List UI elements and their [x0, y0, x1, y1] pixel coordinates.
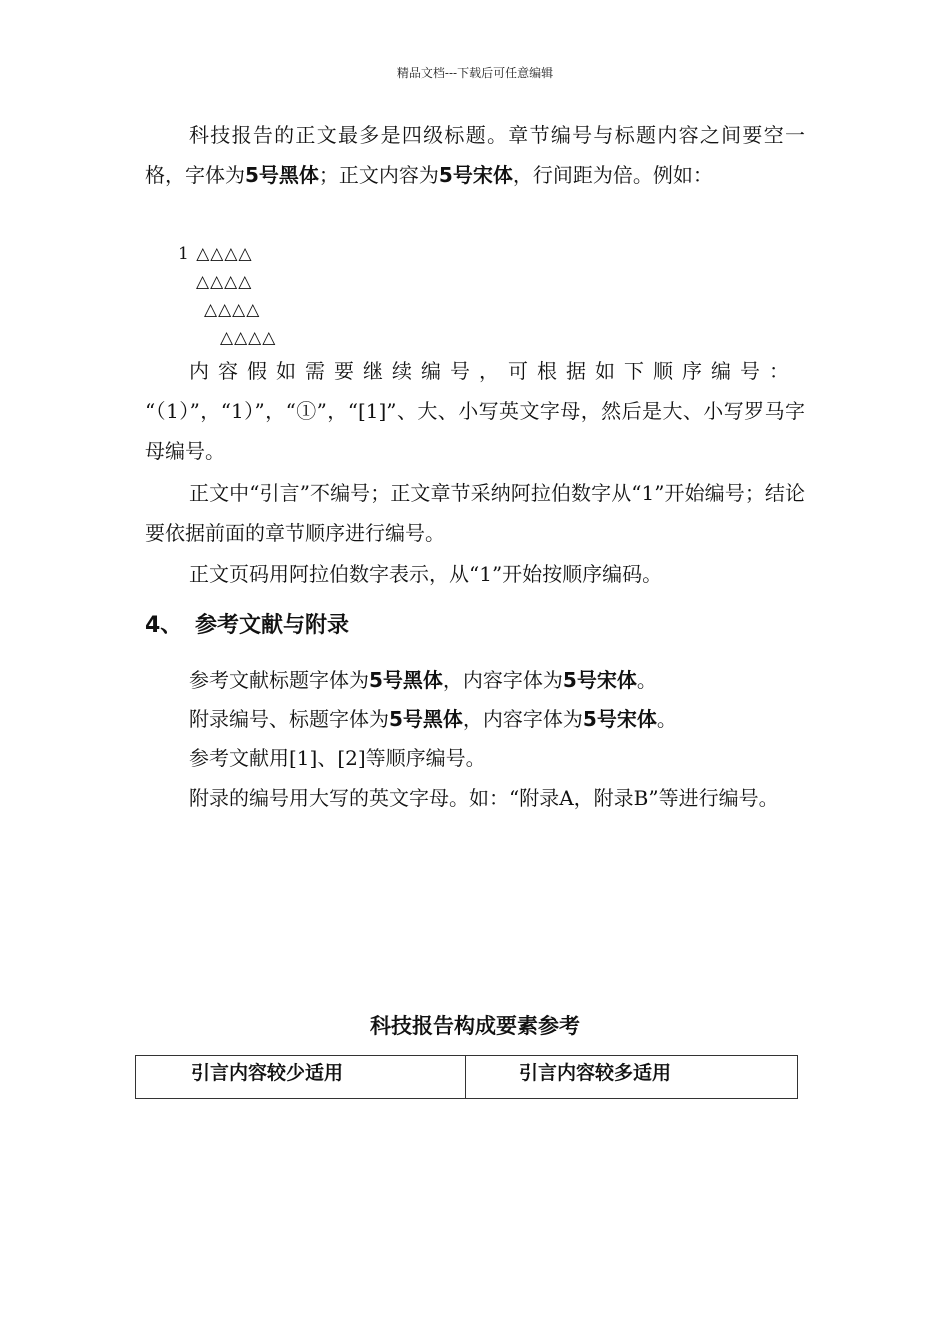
- text: 内容假如需要继续编号，可根据如下顺序编号：: [189, 359, 798, 383]
- elements-reference-table: [135, 1055, 798, 1099]
- text: ，内容字体为: [442, 668, 563, 692]
- table-header-cell: 引言内容较少适用: [136, 1056, 466, 1099]
- text: 。: [656, 707, 677, 731]
- bold-text: 5号宋体: [438, 163, 513, 187]
- section-title: 参考文献与附录: [195, 613, 350, 638]
- outline-level-3: △△△△: [204, 300, 261, 320]
- paragraph-page-numbers: 正文页码用阿拉伯数字表示，从“1”开始按顺序编码。: [189, 562, 663, 586]
- text: 附录编号、标题字体为: [189, 707, 389, 731]
- outline-level-1: 1 △△△△: [178, 244, 253, 264]
- table-header-row: [136, 1056, 798, 1099]
- paragraph-intro-numbering: 正文中“引言”不编号；正文章节采纳阿拉伯数字从“1”开始编号；结论要依据前面的章节顺序进行编号。: [145, 481, 805, 545]
- paragraph-appendix-font: [145, 699, 805, 739]
- text: ，内容字体为: [462, 707, 583, 731]
- bold-text: 5号黑体: [369, 668, 443, 692]
- paragraph-reference-numbering: 参考文献用[1]、[2]等顺序编号。: [189, 746, 486, 770]
- paragraph-numbering-order: [145, 351, 805, 471]
- text: “（1）”，“1）”，“①”，“[1]”、大、小写英文字母，然后是大、小写罗马字母编号。: [145, 399, 805, 463]
- outline-level-2: △△△△: [196, 272, 253, 292]
- bold-text: 5号黑体: [245, 163, 319, 187]
- bold-text: 5号宋体: [562, 668, 637, 692]
- text: 科技报告的正文最多是四级标题。章节编号与标题内容之间要空一格，字体为: [145, 123, 805, 187]
- text: 。: [636, 668, 657, 692]
- table-header-cell: 引言内容较多适用: [466, 1056, 798, 1099]
- paragraph-reference-font: [145, 660, 805, 700]
- paragraph-heading-rules: [145, 115, 805, 195]
- text: 参考文献标题字体为: [189, 668, 369, 692]
- page-header: 精品文档---下载后可任意编辑: [396, 66, 554, 80]
- text: ，行间距为倍。例如：: [512, 163, 713, 187]
- bold-text: 5号宋体: [582, 707, 657, 731]
- outline-level-4: △△△△: [220, 328, 277, 348]
- bold-text: 5号黑体: [389, 707, 463, 731]
- table-title: 科技报告构成要素参考: [370, 1014, 580, 1038]
- text: ；正文内容为: [318, 163, 439, 187]
- section-number: 4、: [145, 613, 183, 638]
- paragraph-appendix-numbering: 附录的编号用大写的英文字母。如：“附录A，附录B”等进行编号。: [189, 786, 779, 810]
- section-heading: [145, 606, 349, 646]
